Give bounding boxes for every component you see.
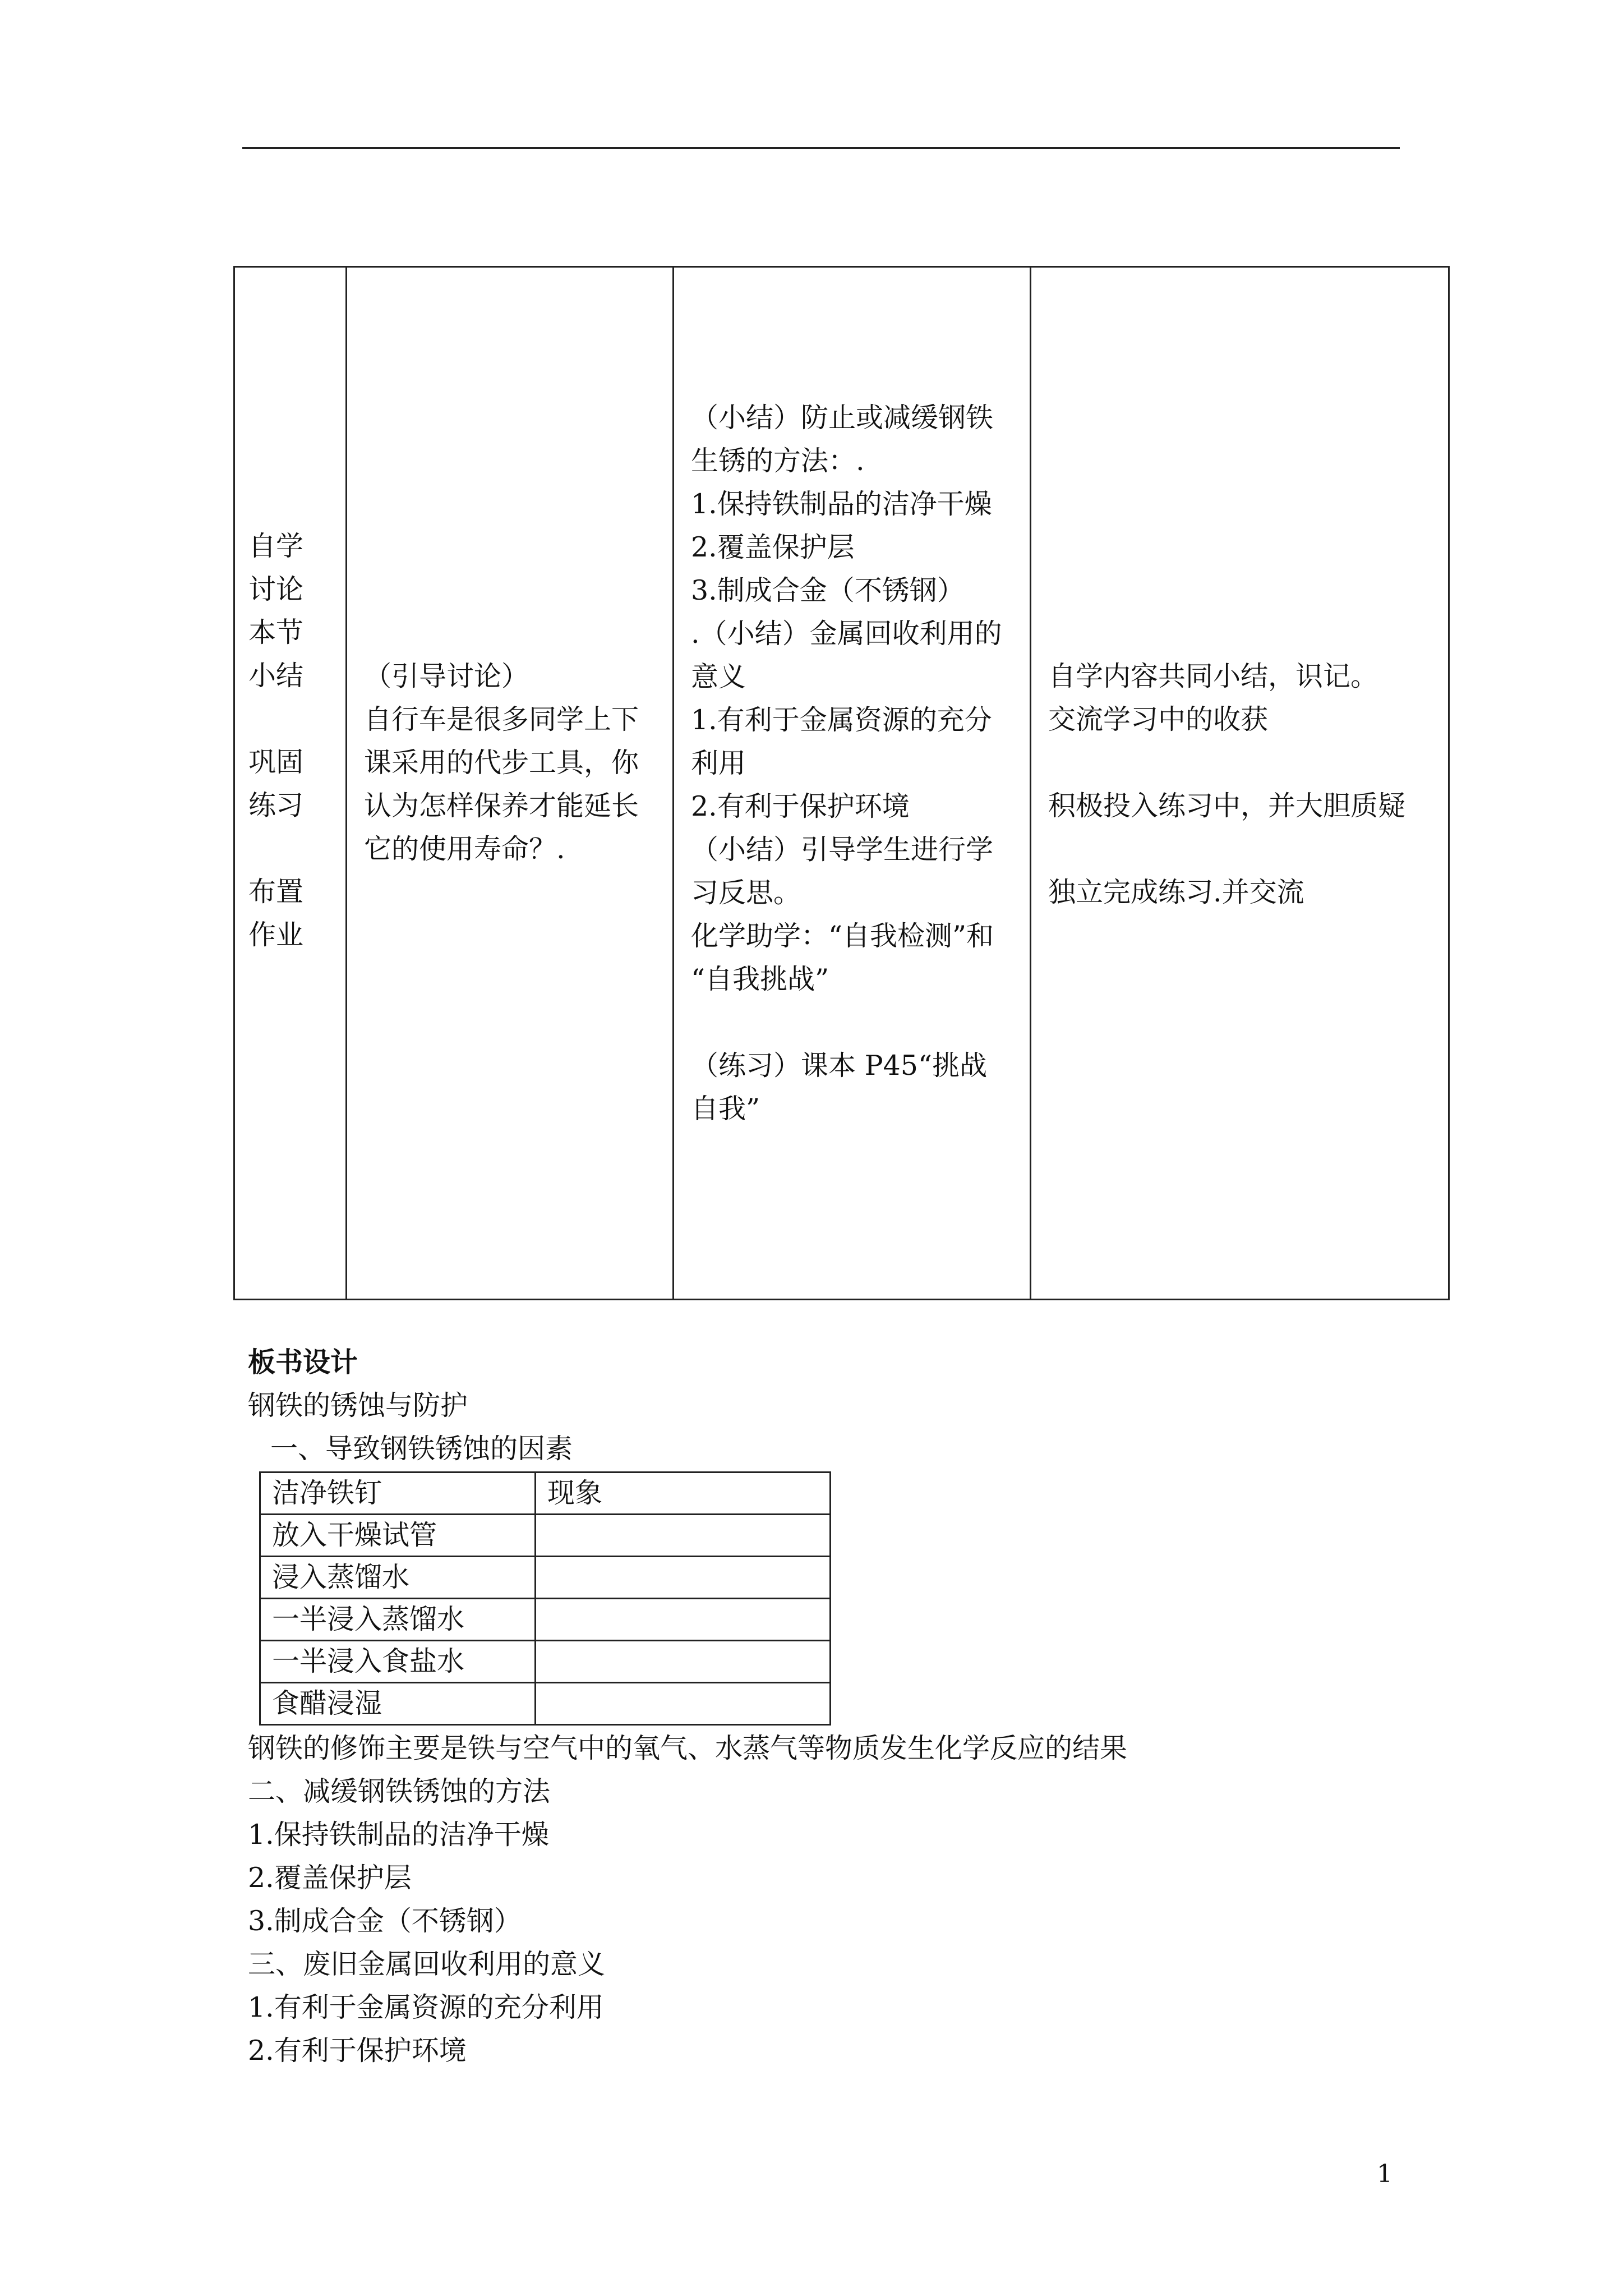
stage-line: 作业	[248, 919, 304, 951]
guidance-line: 它的使用寿命？.	[364, 833, 565, 865]
summary-line: 2.有利于保护环境	[691, 790, 910, 822]
table-cell: 放入干燥试管	[260, 1515, 536, 1557]
summary-line: 1.有利于金属资源的充分	[691, 704, 992, 736]
table-cell: 一半浸入食盐水	[260, 1641, 536, 1683]
summary-line: （小结）防止或减缓钢铁	[691, 402, 994, 434]
summary-line: 1.保持铁制品的洁净干燥	[691, 488, 992, 520]
student-activity-text	[1048, 655, 1452, 914]
table-row	[260, 1683, 831, 1725]
teacher-guidance-text	[364, 655, 661, 871]
table-row	[260, 1599, 831, 1641]
list-item: 3.制成合金（不锈钢）	[248, 1905, 522, 1937]
summary-line: 3.制成合金（不锈钢）	[691, 574, 965, 606]
board-design	[248, 1341, 1426, 2072]
summary-line: “自我挑战”	[691, 963, 829, 995]
table-cell: 食醋浸湿	[260, 1683, 536, 1725]
table-row	[234, 267, 1449, 1300]
stage-line: 本节	[248, 616, 304, 648]
table-cell	[536, 1683, 831, 1725]
conclusion-text: 钢铁的修饰主要是铁与空气中的氧气、水蒸气等物质发生化学反应的结果	[248, 1732, 1128, 1764]
table-cell	[536, 1515, 831, 1557]
table-row	[260, 1557, 831, 1599]
guidance-line: 课采用的代步工具，你	[364, 747, 639, 779]
summary-line: 习反思。	[691, 877, 801, 909]
summary-line: .（小结）金属回收利用的	[691, 618, 1002, 650]
table-cell	[536, 1599, 831, 1641]
stage-line: 练习	[248, 789, 304, 821]
summary-column	[674, 267, 1031, 1300]
table-row	[260, 1641, 831, 1683]
table-header-cell: 洁净铁钉	[260, 1473, 536, 1515]
teacher-guidance-column	[347, 267, 674, 1300]
activity-line: 交流学习中的收获	[1048, 703, 1269, 735]
summary-line: （小结）引导学生进行学	[691, 834, 994, 866]
section-2-heading: 二、减缓钢铁锈蚀的方法	[248, 1775, 551, 1807]
activity-line: 积极投入练习中，并大胆质疑	[1048, 790, 1406, 822]
table-cell: 浸入蒸馏水	[260, 1557, 536, 1599]
list-item: 2.有利于保护环境	[248, 2035, 467, 2067]
summary-line: 生锈的方法：.	[691, 445, 865, 477]
stage-column	[234, 267, 347, 1300]
list-item: 1.保持铁制品的洁净干燥	[248, 1819, 549, 1851]
activity-line: 独立完成练习.并交流	[1048, 876, 1304, 908]
section-3-heading: 三、废旧金属回收利用的意义	[248, 1948, 606, 1980]
table-header-cell: 现象	[536, 1473, 831, 1515]
list-item: 2.覆盖保护层	[248, 1862, 412, 1894]
header-rule	[242, 147, 1400, 149]
summary-line: 意义	[691, 661, 746, 693]
summary-line: 化学助学：“自我检测”和	[691, 920, 994, 952]
activity-line: 自学内容共同小结，识记。	[1048, 660, 1378, 692]
summary-line: 自我”	[691, 1093, 760, 1125]
section-1-heading: 一、导致钢铁锈蚀的因素	[270, 1433, 573, 1465]
stage-labels	[248, 524, 333, 956]
board-heading: 板书设计	[248, 1346, 358, 1378]
list-item: 1.有利于金属资源的充分利用	[248, 1991, 604, 2023]
stage-line: 布置	[248, 876, 304, 908]
board-title: 钢铁的锈蚀与防护	[248, 1389, 468, 1421]
table-row	[260, 1515, 831, 1557]
guidance-line: （引导讨论）	[364, 660, 529, 692]
summary-line: 2.覆盖保护层	[691, 531, 855, 563]
observation-table	[259, 1471, 831, 1726]
stage-line: 小结	[248, 660, 304, 692]
table-cell	[536, 1557, 831, 1599]
lesson-table	[233, 266, 1450, 1300]
table-cell: 一半浸入蒸馏水	[260, 1599, 536, 1641]
summary-text	[691, 396, 1025, 1130]
table-cell	[536, 1641, 831, 1683]
student-activity-column	[1031, 267, 1449, 1300]
stage-line: 巩固	[248, 746, 304, 778]
page-number: 1	[1377, 2160, 1393, 2188]
summary-line: 利用	[691, 747, 746, 779]
summary-line: （练习）课本 P45“挑战	[691, 1050, 987, 1082]
guidance-line: 自行车是很多同学上下	[364, 703, 639, 735]
table-row	[260, 1473, 831, 1515]
stage-line: 自学	[248, 530, 304, 562]
guidance-line: 认为怎样保养才能延长	[364, 790, 639, 822]
stage-line: 讨论	[248, 573, 304, 605]
